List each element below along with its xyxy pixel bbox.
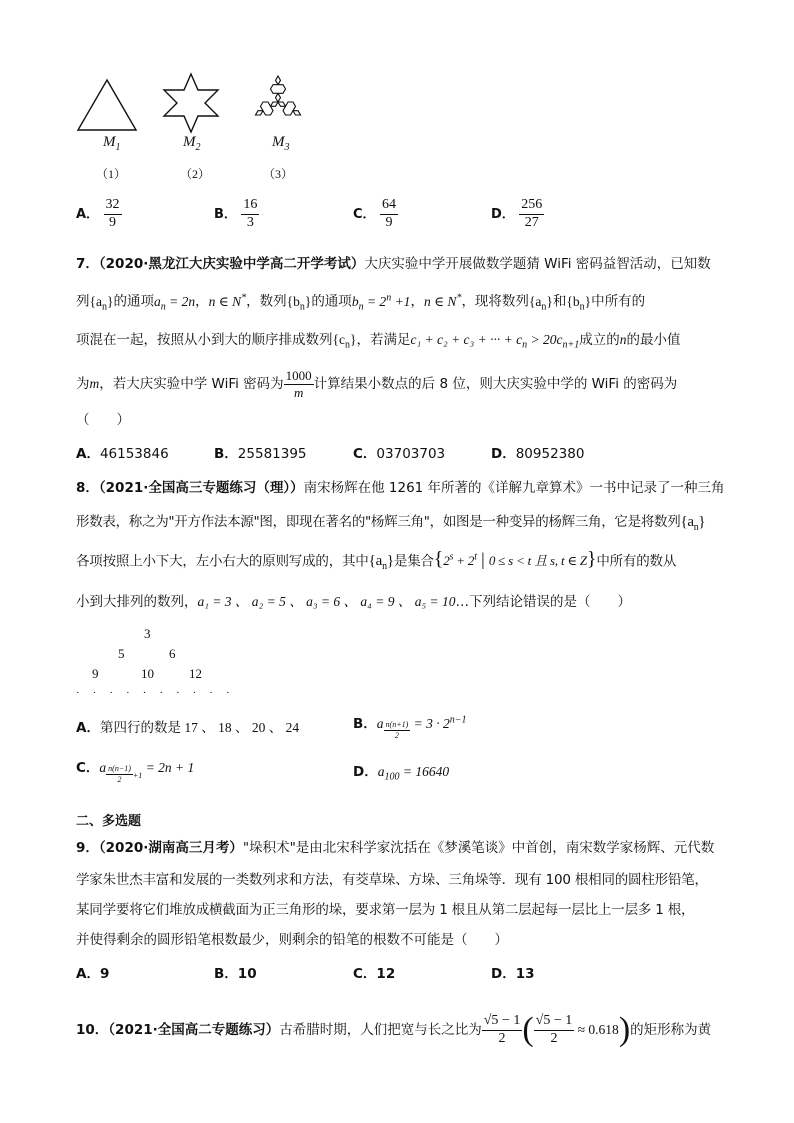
section-title: 二、多选题 (76, 814, 142, 829)
q9-line-4: 并使得剩余的圆形铅笔根数最少，则剩余的铅笔的根数不可能是（ ） (76, 932, 508, 948)
q9-line-1: 9．（2020·湖南高三月考）"垛积术"是由北宋科学家沈括在《梦溪笔谈》中首创，南宋数学家杨辉、元代数 (76, 840, 715, 856)
q7-option-d[interactable]: D．80952380 (491, 446, 585, 462)
figure-caption-1: （1） (96, 167, 127, 181)
fraction: $\frac{256}{27}$ (521, 197, 543, 230)
question-source: （2021·全国高三专题练习（理）） (98, 480, 304, 496)
triangle-row1-item: 3 (144, 626, 151, 641)
figure-m3-koch-snowflake (245, 66, 311, 132)
fraction: $\frac{1000}{m}$ (285, 367, 312, 400)
triangle-row2-item: 5 (118, 646, 125, 661)
q8-option-b[interactable]: B．a $\frac{n(n+1)}{2}$ = $3 \cdot 2^{n-1}$ (353, 714, 467, 740)
q9-option-d[interactable]: D．13 (491, 966, 535, 982)
q7-line-1: 7．（2020·黑龙江大庆实验中学高二开学考试）大庆实验中学开展做数学题猜 WiFi 密码益智活动，已知数 (76, 256, 711, 272)
figure-m1-label: $M_1$ (103, 134, 121, 153)
q8-option-c[interactable]: C．a $\frac{n(n-1)}{2}$ $_{+1}$ = 2n + 1 (76, 760, 195, 784)
fraction: $\frac{√5 - 1}{2}$ (535, 1012, 573, 1046)
q7-option-c[interactable]: C．03703703 (353, 446, 446, 462)
koch-outline (255, 76, 300, 115)
q7-line-3: 项混在一起，按照从小到大的顺序排成数列$\{c_n\}$，若满足c₁ + c₂ + c₃ + ··· + $c_n > 20c_{n+1}$成立的n的最小值 (76, 332, 681, 351)
figure-m1-triangle (76, 78, 138, 134)
q7-option-a[interactable]: A．46153846 (76, 446, 169, 462)
q6-option-b[interactable]: B． $\frac{16}{3}$ (214, 197, 258, 230)
q8-option-d[interactable]: D．$a_{100} = 16640$ (353, 764, 450, 783)
q9-option-a[interactable]: A．9 (76, 966, 110, 982)
q6-option-a[interactable]: A． $\frac{32}{9}$ (76, 197, 120, 230)
q7-option-b[interactable]: B．25581395 (214, 446, 307, 462)
q8-line-4: 小到大排列的数列，a₁ = 3 、 a₂ = 5 、 a₃ = 6 、 a₄ = 9 、 a₅ = 10…下列结论错误的是（ ） (76, 594, 632, 610)
triangle-row3-item: 12 (189, 666, 202, 681)
q6-option-d[interactable]: D． $\frac{256}{27}$ (491, 197, 543, 230)
triangle-ellipsis-row: · · · · · · · · · · (76, 687, 231, 699)
fraction: $\frac{√5 - 1}{2}$ (483, 1012, 521, 1046)
fraction: $\frac{64}{9}$ (382, 197, 396, 230)
figure-caption-2: （2） (180, 167, 211, 181)
triangle-row3-item: 10 (141, 666, 154, 681)
fraction: $\frac{16}{3}$ (243, 197, 258, 230)
q9-option-b[interactable]: B．10 (214, 966, 257, 982)
q6-option-c[interactable]: C． $\frac{64}{9}$ (353, 197, 396, 230)
q10-line-1: 10．（2021·全国高二专题练习）古希腊时期，人们把宽与长之比为 $\frac{√5 - 1}{2}$ ( $\frac{√5 - 1}{2}$ ≈ 0.618)的矩形称为黄 (76, 1011, 712, 1048)
q8-line-1: 8．（2021·全国高三专题练习（理））南宋杨辉在他 1261 年所著的《详解九章算术》一书中记录了一种三角 (76, 480, 725, 496)
figure-caption-3: （3） (263, 167, 294, 181)
q7-line-2: 列$\{a_n\}$的通项$a_n = 2n$，n ∈ N*，数列$\{b_n\}$的通项$b_n = 2^n +1$，n ∈ N*，现将数列$\{a_n\}$和$\{b_n\}$中所有的 (76, 292, 646, 313)
q7-line-5: （ ） (76, 412, 130, 428)
figure-m3-label: $M_3$ (272, 134, 290, 153)
fraction: $\frac{32}{9}$ (105, 197, 120, 230)
question-source: （2020·黑龙江大庆实验中学高二开学考试） (98, 256, 365, 272)
q9-line-3: 某同学要将它们堆放成横截面为正三角形的垛，要求第一层为 1 根且从第二层起每一层比上一层多 1 根， (76, 902, 695, 918)
q8-option-a[interactable]: A．第四行的数是 17 、 18 、 20 、 24 (76, 720, 300, 736)
q9-option-c[interactable]: C．12 (353, 966, 396, 982)
triangle-row3-item: 9 (92, 666, 99, 681)
question-source: （2021·全国高二专题练习） (108, 1022, 280, 1038)
figure-m2-label: $M_2$ (183, 134, 201, 153)
q9-line-2: 学家朱世杰丰富和发展的一类数列求和方法，有茭草垛、方垛、三角垛等．现有 100 根相同的圆柱形铅笔， (76, 872, 708, 888)
question-source: （2020·湖南高三月考） (98, 840, 243, 856)
figure-m2-star (160, 72, 222, 134)
q7-line-4: 为m，若大庆实验中学 WiFi 密码为 $\frac{1000}{m}$ 计算结果小数点的后 8 位，则大庆实验中学的 WiFi 的密码为 (76, 367, 678, 400)
triangle-row2-item: 6 (169, 646, 176, 661)
q8-line-2: 形数表，称之为"开方作法本源"图，即现在著名的"杨辉三角"，如图是一种变异的杨辉三角，它是将数列$\{a_n\}$ (76, 514, 706, 533)
q8-line-3: 各项按照上小下大，左小右大的原则写成的，其中$\{a_n\}$是集合{$2^s + 2^t$ | 0 ≤ s < t 且 s, t ∈ Z}中所有的数从 (76, 548, 677, 573)
